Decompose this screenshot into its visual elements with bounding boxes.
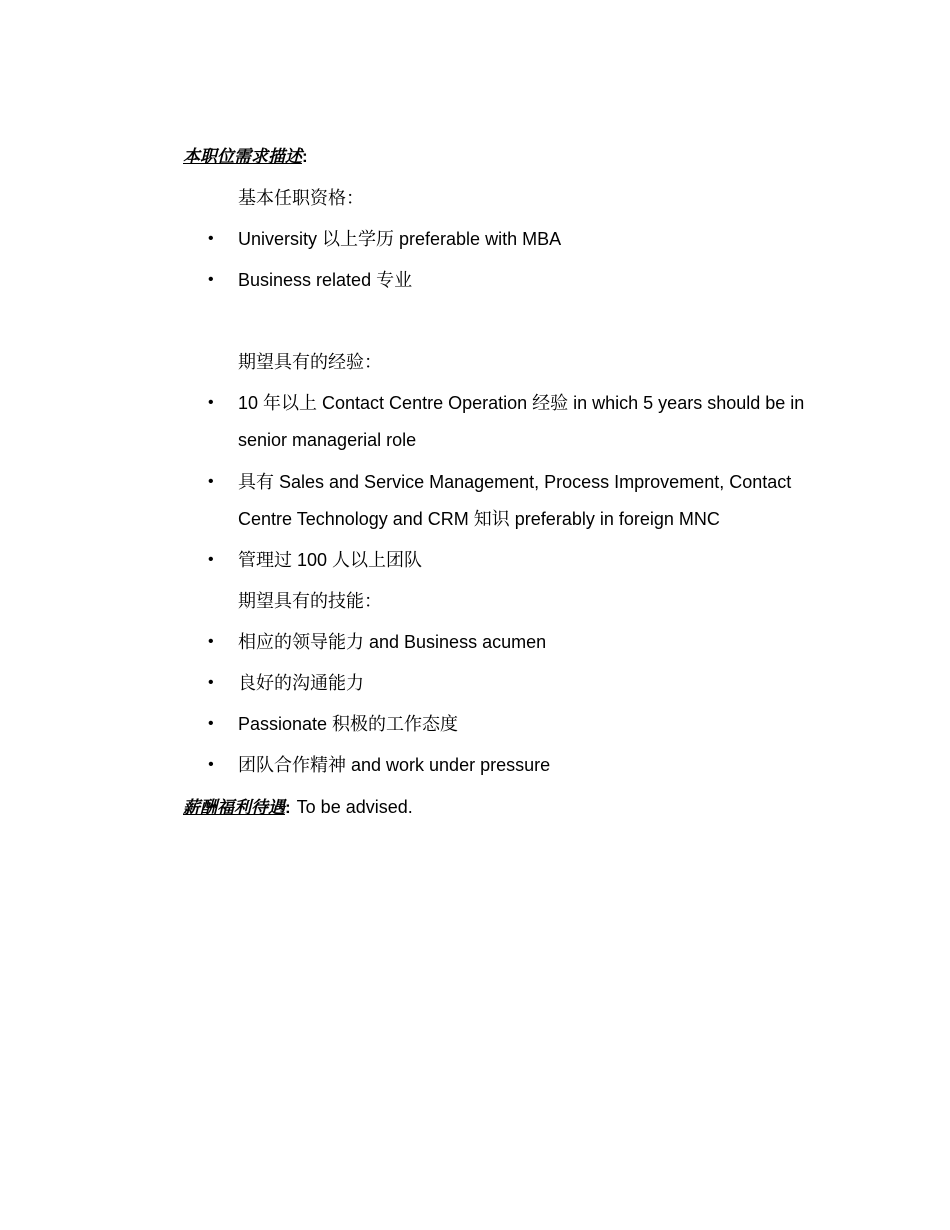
compensation-heading: [183, 795, 413, 820]
compensation-value: To be advised.: [296, 797, 413, 817]
bullet-icon: •: [208, 230, 214, 247]
list-item-text: 良好的沟通能力: [238, 673, 364, 693]
expected-skills-title: 期望具有的技能：: [238, 591, 382, 611]
job-requirements-heading-colon: :: [302, 147, 308, 166]
basic-qualifications-title: 基本任职资格：: [238, 188, 364, 208]
list-item-text: Business related 专业: [238, 270, 413, 290]
list-item-text: 相应的领导能力 and Business acumen: [238, 632, 547, 652]
list-item-text: Passionate 积极的工作态度: [238, 714, 459, 734]
bullet-icon: •: [208, 394, 214, 411]
list-item-text: University 以上学历 preferable with MBA: [238, 229, 562, 249]
bullet-icon: •: [208, 756, 214, 773]
list-item-text: 10 年以上 Contact Centre Operation 经验 in which 5 years should be in senior managerial role: [238, 393, 805, 450]
bullet-icon: •: [208, 551, 214, 568]
bullet-icon: •: [208, 674, 214, 691]
job-requirements-heading-label: 本职位需求描述: [183, 147, 302, 167]
compensation-heading-label: 薪酬福利待遇: [183, 798, 285, 818]
expected-experience-title: 期望具有的经验：: [238, 352, 382, 372]
list-item-text: 具有 Sales and Service Management, Process Improvement, Contact Centre Technology and CRM 知识 preferably in foreign MNC: [238, 472, 792, 529]
bullet-icon: •: [208, 633, 214, 650]
list-item-text: 团队合作精神 and work under pressure: [238, 755, 551, 775]
compensation-heading-colon: :: [285, 798, 291, 817]
job-requirements-heading: [183, 145, 308, 169]
bullet-icon: •: [208, 715, 214, 732]
bullet-icon: •: [208, 271, 214, 288]
list-item-text: 管理过 100 人以上团队: [238, 550, 423, 570]
bullet-icon: •: [208, 473, 214, 490]
